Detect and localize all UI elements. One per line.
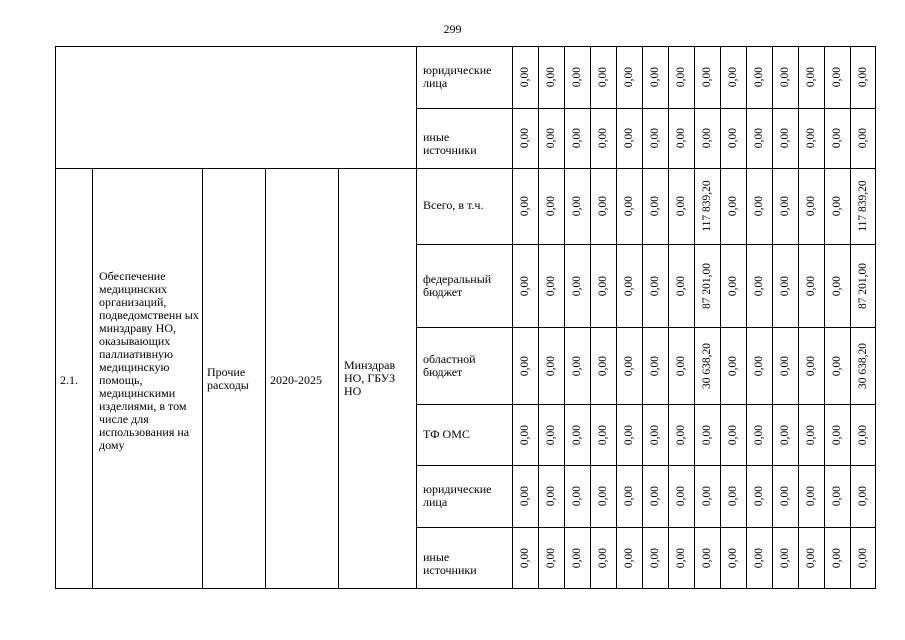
value-cell: 0,00 bbox=[623, 66, 635, 88]
row-divider bbox=[416, 465, 876, 466]
column-divider bbox=[590, 46, 591, 589]
value-cell: 0,00 bbox=[831, 275, 843, 296]
value-cell: 0,00 bbox=[571, 424, 583, 445]
value-cell: 0,00 bbox=[623, 547, 635, 568]
value-cell: 0,00 bbox=[727, 485, 739, 507]
value-cell: 0,00 bbox=[519, 66, 531, 88]
value-cell: 0,00 bbox=[545, 275, 557, 296]
column-divider bbox=[798, 46, 799, 589]
value-cell: 0,00 bbox=[649, 485, 661, 507]
value-cell: 0,00 bbox=[805, 275, 817, 296]
row-label: ТФ ОМС bbox=[423, 426, 470, 441]
value-cell: 0,00 bbox=[675, 275, 687, 296]
value-cell: 0,00 bbox=[597, 66, 609, 88]
column-divider bbox=[824, 46, 825, 589]
value-cell: 0,00 bbox=[545, 424, 557, 445]
value-cell: 0,00 bbox=[727, 66, 739, 88]
value-cell: 0,00 bbox=[519, 547, 531, 568]
column-divider bbox=[668, 46, 669, 589]
column-divider bbox=[720, 46, 721, 589]
value-cell: 0,00 bbox=[701, 127, 713, 149]
value-cell: 0,00 bbox=[519, 485, 531, 507]
value-cell: 0,00 bbox=[831, 66, 843, 88]
value-cell: 0,00 bbox=[753, 424, 765, 445]
value-cell: 0,00 bbox=[753, 66, 765, 88]
value-cell: 0,00 bbox=[649, 355, 661, 376]
executor: Минздрав НО, ГБУЗ НО bbox=[344, 358, 396, 398]
value-cell: 0,00 bbox=[571, 547, 583, 568]
value-cell: 0,00 bbox=[675, 485, 687, 507]
column-divider bbox=[772, 46, 773, 589]
value-cell: 0,00 bbox=[571, 485, 583, 507]
value-cell: 0,00 bbox=[675, 66, 687, 88]
value-cell: 0,00 bbox=[597, 275, 609, 296]
value-cell: 0,00 bbox=[753, 355, 765, 376]
value-cell: 0,00 bbox=[701, 424, 713, 445]
value-cell: 0,00 bbox=[597, 195, 609, 217]
value-cell: 0,00 bbox=[649, 66, 661, 88]
column-divider bbox=[564, 46, 565, 589]
value-cell: 117 839,20 bbox=[856, 180, 869, 232]
table-right-border bbox=[875, 46, 876, 589]
value-cell: 0,00 bbox=[805, 355, 817, 376]
value-cell: 0,00 bbox=[805, 485, 817, 507]
row-divider bbox=[416, 327, 876, 328]
value-cell: 30 638,20 bbox=[701, 342, 713, 389]
value-cell: 0,00 bbox=[675, 355, 687, 376]
value-cell: 0,00 bbox=[597, 127, 609, 149]
value-cell: 0,00 bbox=[701, 66, 713, 88]
column-divider bbox=[538, 46, 539, 589]
value-cell: 0,00 bbox=[727, 127, 739, 149]
value-cell: 0,00 bbox=[856, 66, 869, 88]
column-divider bbox=[202, 168, 203, 589]
column-divider bbox=[746, 46, 747, 589]
column-divider bbox=[416, 46, 417, 589]
value-cell: 0,00 bbox=[675, 424, 687, 445]
row-label: Всего, в т.ч. bbox=[423, 198, 484, 212]
value-cell: 0,00 bbox=[623, 275, 635, 296]
value-cell: 0,00 bbox=[779, 66, 791, 88]
row-divider bbox=[416, 108, 876, 109]
column-divider bbox=[265, 168, 266, 589]
value-cell: 0,00 bbox=[753, 195, 765, 217]
expense-type: Прочие расходы bbox=[207, 365, 249, 392]
value-cell: 0,00 bbox=[675, 547, 687, 568]
value-cell: 0,00 bbox=[831, 127, 843, 149]
value-cell: 0,00 bbox=[779, 127, 791, 149]
value-cell: 0,00 bbox=[727, 424, 739, 445]
value-cell: 0,00 bbox=[571, 127, 583, 149]
value-cell: 0,00 bbox=[831, 355, 843, 376]
value-cell: 0,00 bbox=[779, 424, 791, 445]
value-cell: 0,00 bbox=[545, 485, 557, 507]
value-cell: 0,00 bbox=[623, 355, 635, 376]
value-cell: 0,00 bbox=[597, 424, 609, 445]
value-cell: 0,00 bbox=[856, 547, 869, 568]
column-divider bbox=[642, 46, 643, 589]
value-cell: 87 201,00 bbox=[856, 262, 869, 309]
value-cell: 0,00 bbox=[779, 485, 791, 507]
value-cell: 0,00 bbox=[727, 275, 739, 296]
value-cell: 0,00 bbox=[753, 485, 765, 507]
column-divider bbox=[694, 46, 695, 589]
value-cell: 0,00 bbox=[805, 424, 817, 445]
row-label: областной бюджет bbox=[423, 351, 476, 379]
value-cell: 0,00 bbox=[649, 127, 661, 149]
column-divider bbox=[338, 168, 339, 589]
period: 2020-2025 bbox=[270, 373, 322, 387]
value-cell: 0,00 bbox=[779, 355, 791, 376]
column-divider bbox=[850, 46, 851, 589]
row-divider bbox=[416, 404, 876, 405]
value-cell: 0,00 bbox=[519, 275, 531, 296]
value-cell: 0,00 bbox=[519, 127, 531, 149]
row-label: иные источники bbox=[423, 549, 477, 577]
value-cell: 0,00 bbox=[649, 424, 661, 445]
value-cell: 0,00 bbox=[623, 485, 635, 507]
section-divider bbox=[55, 168, 876, 169]
value-cell: 0,00 bbox=[727, 355, 739, 376]
value-cell: 0,00 bbox=[649, 275, 661, 296]
value-cell: 0,00 bbox=[753, 275, 765, 296]
value-cell: 0,00 bbox=[779, 195, 791, 217]
value-cell: 0,00 bbox=[779, 275, 791, 296]
value-cell: 0,00 bbox=[571, 275, 583, 296]
value-cell: 0,00 bbox=[571, 355, 583, 376]
value-cell: 0,00 bbox=[701, 547, 713, 568]
value-cell: 0,00 bbox=[727, 195, 739, 217]
value-cell: 87 201,00 bbox=[701, 262, 713, 309]
table-left-border bbox=[55, 46, 56, 589]
column-divider bbox=[616, 46, 617, 589]
value-cell: 0,00 bbox=[545, 195, 557, 217]
table-bottom-border bbox=[55, 588, 876, 589]
column-divider bbox=[92, 168, 93, 589]
row-divider bbox=[416, 244, 876, 245]
value-cell: 0,00 bbox=[805, 195, 817, 217]
table-top-border bbox=[55, 46, 876, 47]
value-cell: 0,00 bbox=[545, 66, 557, 88]
value-cell: 0,00 bbox=[675, 195, 687, 217]
value-cell: 0,00 bbox=[856, 485, 869, 507]
value-cell: 0,00 bbox=[519, 424, 531, 445]
row-label: иные источники bbox=[423, 130, 477, 157]
row-label: юридические лица bbox=[423, 482, 492, 509]
value-cell: 0,00 bbox=[831, 547, 843, 568]
value-cell: 0,00 bbox=[831, 195, 843, 217]
value-cell: 0,00 bbox=[623, 127, 635, 149]
value-cell: 0,00 bbox=[649, 195, 661, 217]
value-cell: 0,00 bbox=[856, 424, 869, 445]
value-cell: 0,00 bbox=[597, 485, 609, 507]
value-cell: 0,00 bbox=[675, 127, 687, 149]
value-cell: 0,00 bbox=[753, 547, 765, 568]
value-cell: 0,00 bbox=[519, 195, 531, 217]
value-cell: 0,00 bbox=[623, 424, 635, 445]
value-cell: 0,00 bbox=[831, 485, 843, 507]
value-cell: 0,00 bbox=[727, 547, 739, 568]
value-cell: 0,00 bbox=[649, 547, 661, 568]
column-divider bbox=[512, 46, 513, 589]
value-cell: 0,00 bbox=[805, 66, 817, 88]
value-cell: 0,00 bbox=[701, 485, 713, 507]
value-cell: 0,00 bbox=[623, 195, 635, 217]
value-cell: 0,00 bbox=[571, 66, 583, 88]
value-cell: 0,00 bbox=[545, 547, 557, 568]
value-cell: 30 638,20 bbox=[856, 342, 869, 389]
row-label: юридические лица bbox=[423, 63, 492, 90]
value-cell: 0,00 bbox=[831, 424, 843, 445]
item-name: Обеспечение медицинских организаций, подведомственн ых минздраву НО, оказывающих паллиативную медицинскую помощь, медицинскими изделиями, в том числе для использования на дому bbox=[99, 269, 199, 452]
value-cell: 0,00 bbox=[545, 355, 557, 376]
page-number: 299 bbox=[443, 22, 462, 36]
value-cell: 0,00 bbox=[597, 547, 609, 568]
value-cell: 0,00 bbox=[805, 547, 817, 568]
value-cell: 0,00 bbox=[805, 127, 817, 149]
value-cell: 0,00 bbox=[856, 127, 869, 149]
item-number: 2.1. bbox=[60, 373, 78, 387]
value-cell: 0,00 bbox=[753, 127, 765, 149]
value-cell: 0,00 bbox=[519, 355, 531, 376]
value-cell: 0,00 bbox=[597, 355, 609, 376]
value-cell: 117 839,20 bbox=[701, 180, 713, 232]
value-cell: 0,00 bbox=[779, 547, 791, 568]
row-label: федеральный бюджет bbox=[423, 271, 492, 299]
value-cell: 0,00 bbox=[545, 127, 557, 149]
row-divider bbox=[416, 527, 876, 528]
value-cell: 0,00 bbox=[571, 195, 583, 217]
